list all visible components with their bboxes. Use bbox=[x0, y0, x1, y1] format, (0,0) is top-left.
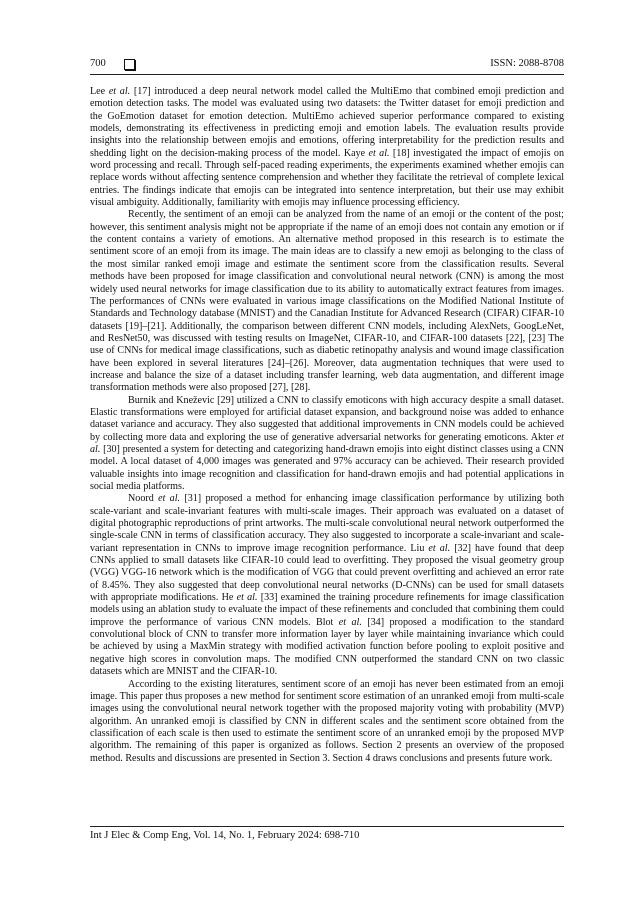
italic-text: et al. bbox=[368, 147, 390, 159]
paragraph-text: [33] examined the training procedure refinements for image classification models using an ablation study to evaluate the impact of these refinements and concluded that combining them could improve the performance of various CNN models. Blot bbox=[90, 592, 564, 628]
body-paragraph bbox=[90, 395, 564, 494]
page-header bbox=[90, 58, 564, 74]
italic-text: et al. bbox=[158, 493, 181, 505]
italic-text: et al. bbox=[338, 616, 362, 628]
body-paragraph bbox=[90, 493, 564, 678]
italic-text: et al. bbox=[236, 592, 258, 604]
journal-citation: Int J Elec & Comp Eng, Vol. 14, No. 1, February 2024: 698-710 bbox=[90, 830, 360, 841]
paragraph-text: Noord bbox=[128, 493, 159, 505]
paragraph-text: Lee bbox=[90, 86, 109, 97]
italic-text: et al. bbox=[90, 431, 564, 455]
square-box-icon bbox=[124, 59, 135, 70]
italic-text: et al. bbox=[108, 86, 131, 97]
paragraph-text: [18] investigated the impact of emojis on word processing and recall. Through self-paced reading experiments, the experiments examined whether emojis can replace words without affecting sentence comprehension and whether they facilitate the retrieval of complete lexical entries. The findings indicate that emojis can be integrated into sentence interpretation, but their use may exhibit visual ambiguity. Additionally, familiarity with emojis may influence processing efficiency. bbox=[90, 147, 564, 209]
body-paragraph bbox=[90, 679, 564, 765]
paragraph-text: According to the existing literatures, sentiment score of an emoji has never been estimated from an emoji image. This paper thus proposes a new method for sentiment score estimation of an unranked emoji from multi-scale images using the convolutional neural network together with the proposed majority voting with probability (MVP) algorithm. An unranked emoji is classified by CNN in different scales and the sentiment score obtained from the classification of each scale is then used to estimate the sentiment score of an unranked emoji by the proposed MVP algorithm. The remaining of this paper is organized as follows. Section 2 presents an overview of the proposed method. Results and discussions are presented in Section 3. Section 4 draws conclusions and presents future work. bbox=[90, 678, 564, 764]
body-paragraph bbox=[90, 86, 564, 209]
issn-label: ISSN: 2088-8708 bbox=[490, 58, 564, 69]
footer-rule bbox=[90, 826, 564, 827]
page-footer bbox=[90, 830, 359, 841]
header-rule bbox=[90, 74, 564, 75]
paragraph-text: [32] have found that deep CNNs applied to small datasets like CIFAR-10 could lead to overfitting. They proposed the visual geometry group (VGG) VGG-16 network which is the modification of VGG that could prevent overfitting and achieved an error rate of 8.45%. They also suggested that deep convolutional neural networks (D-CNNs) can be used for small datasets with appropriate modifications. He bbox=[90, 542, 564, 604]
paragraph-text: [34] proposed a modification to the standard convolutional block of CNN to transfer more information layer by layer while maintaining invariance which could be achieved by using a MaxMin strategy with modified activation function before pooling to exploit positive and negative high scores in convolution maps. The modified CNN outperformed the standard CNN on two classic datasets which are MNIST and the CIFAR-10. bbox=[90, 616, 565, 678]
paragraph-text: [31] proposed a method for enhancing image classification performance by utilizing both scale-variant and scale-invariant features with multi-scale images. Their approach was evaluated on a dataset of digital photographic reproductions of print artworks. The multi-scale convolutional neural network outperformed the single-scale CNN in terms of classification accuracy. They also suggested to incorporate a scale-invariant and scale-variant representation in CNNs to improve image recognition performance. Liu bbox=[90, 493, 564, 554]
paragraph-text: Burnik and Kneževic [29] utilized a CNN to classify emoticons with high accuracy despite a small dataset. Elastic transformations were employed for artificial dataset expansion, and background noise was added to enhance dataset variance and accuracy. They also suggested that additional improvements in CNN models could be achieved by collecting more data and exploring the use of generative adversarial networks for generating emoticons. Akter bbox=[90, 394, 564, 443]
body-paragraph bbox=[90, 209, 564, 394]
paragraph-text: Recently, the sentiment of an emoji can be analyzed from the name of an emoji or the content of the post; however, this sentiment analysis might not be appropriate if the name of an emoji does not contain any emotion or if the content contains a variety of emotions. An alternative method proposed in this research is to estimate the sentiment score of an emoji from its image. The main ideas are to classify a new emoji as belonging to the class of the most similar ranked emoji image and estimate the sentiment score from the classification results. Several methods have been proposed for image classification and convolutional neural network (CNN) is among the most widely used neural networks for image classification due to its ability to automatically extract features from images. The performances of CNNs were evaluated in various image classifications on the Modified National Institute of Standards and Technology database (MNIST) and the Canadian Institute for Advanced Research (CIFAR) CIFAR-10 datasets [19]–[21]. Additionally, the comparison between different CNN models, including AlexNets, GoogLeNet, and ResNet50, was discussed with testing results on ImageNet, CIFAR-10, and CIFAR-100 datasets [22], [23] The use of CNNs for medical image classifications, such as diabetic retinopathy analysis and wound image classification have been explored in several literatures [24]–[26]. Moreover, data augmentation techniques that were used to increase and balance the size of a dataset including transfer learning, web data augmentation, and different image transformation methods were also proposed [27], [28]. bbox=[90, 209, 564, 394]
paragraph-text: [17] introduced a deep neural network model called the MultiEmo that combined emoji prediction and emotion detection tasks. The model was evaluated using two datasets: the Twitter dataset for emoji prediction and the GoEmotion dataset for emotion detection. MultiEmo achieved superior performance compared to existing models, demonstrating its effectiveness in predicting emoji and emotion labels. The evaluation results provide insights into the relationship between emojis and emotions, offering interpretability for the prediction results and shedding light on the decision-making process of the model. Kaye bbox=[90, 86, 564, 159]
italic-text: et al. bbox=[428, 542, 451, 554]
body-text bbox=[90, 86, 564, 765]
paragraph-text: [30] presented a system for detecting and categorizing hand-drawn emojis into eight distinct classes using a CNN model. A local dataset of 4,000 images was generated and 97% accuracy can be achieved. Their research provided valuable insights into image recognition and classification for hand-drawn emojis and had potential applications in social media platforms. bbox=[90, 443, 564, 492]
page-number: 700 bbox=[90, 58, 106, 69]
